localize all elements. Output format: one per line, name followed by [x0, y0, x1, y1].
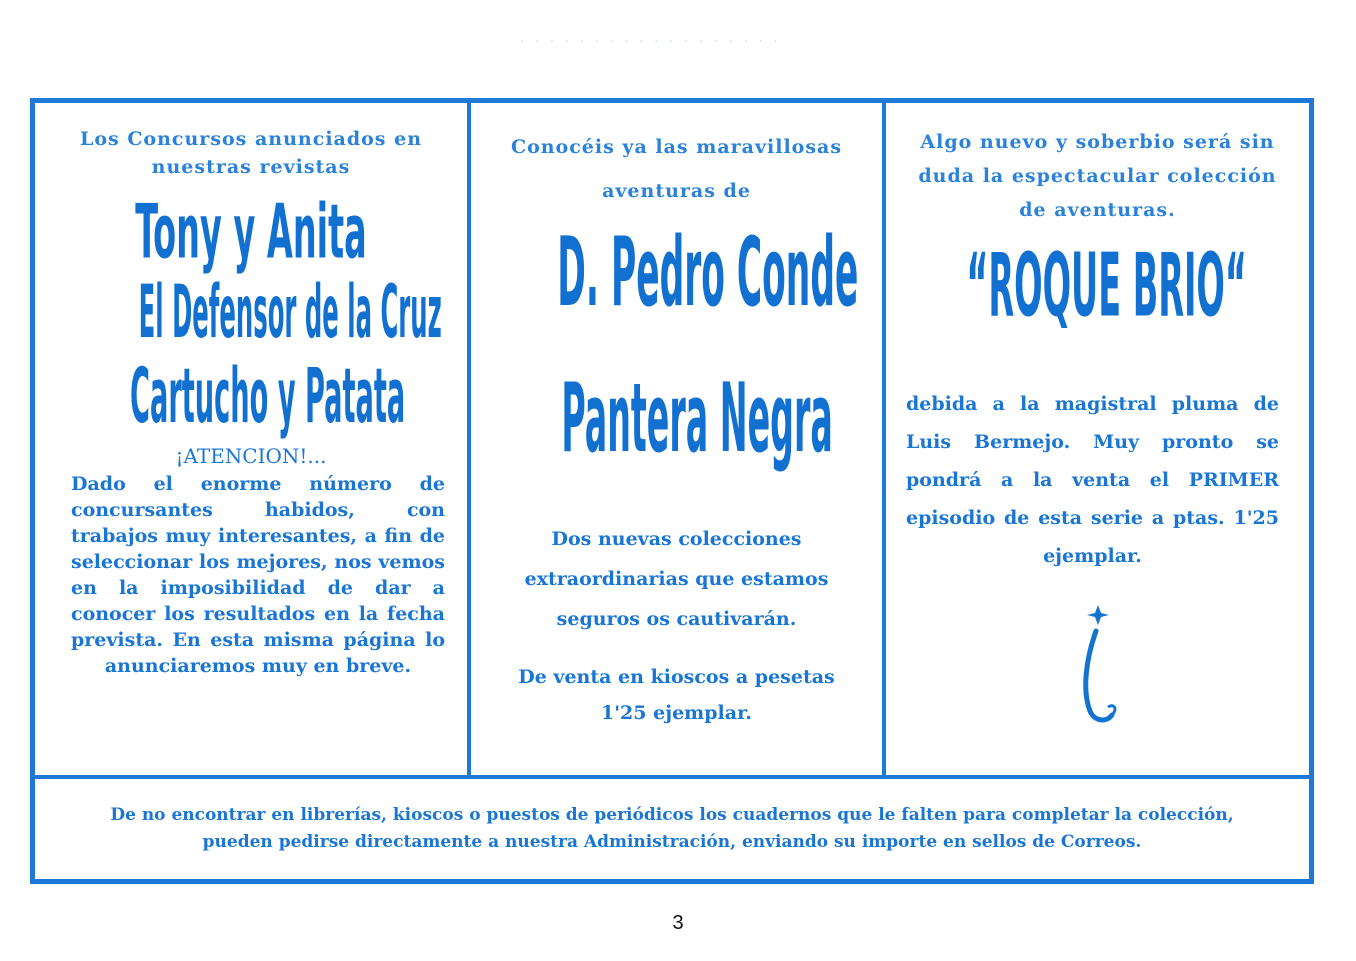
show-through-text: · · · · · · · · · · · · · · · · · · [520, 34, 781, 50]
title-pedro-conde: D. Pedro Conde [557, 216, 859, 328]
roque-intro: Algo nuevo y soberbio será sin duda la espectacular colección de aventuras. [918, 131, 1277, 221]
advertisement-frame [30, 98, 1314, 884]
title-cartucho-patata: Cartucho y Patata [130, 352, 406, 441]
contest-column [35, 103, 467, 775]
pedro-conde-column [467, 103, 882, 775]
ordering-notice: De no encontrar en librerías, kioscos o puestos de periódicos los cuadernos que le falten para completar la colección, pueden pedirse directamente a nuestra Administración, enviando su importe en sellos de Correos. [110, 805, 1234, 852]
page-number: 3 [672, 912, 684, 934]
title-defensor-cruz: El Defensor de la Cruz [138, 271, 442, 356]
contest-intro: Los Concursos anunciados en nuestras revistas [79, 128, 423, 178]
pedro-intro: Conocéis ya las maravillosas aventuras de [510, 136, 843, 202]
sale-price-text: De venta en kioscos a pesetas 1'25 ejemplar. [518, 666, 835, 724]
roque-brio-column [882, 103, 1309, 775]
title-pantera-negra: Pantera Negra [561, 362, 833, 474]
roque-description: debida a la magistral pluma de Luis Bermejo. Muy pronto se pondrá a la venta el PRIMER episodio de esta serie a ptas. 1'25 ejemplar. [906, 393, 1279, 567]
ornament-icon [886, 599, 1309, 729]
collections-text: Dos nuevas colecciones extraordinarias que estamos seguros os cautivarán. [524, 528, 829, 630]
title-roque-brio: “ROQUE BRIO“ [966, 235, 1247, 338]
attention-heading: ¡ATENCION!... [175, 444, 327, 468]
contest-notice: Dado el enorme número de concursantes habidos, con trabajos muy interesantes, a fin de seleccionar los mejores, nos vemos en la imposibilidad de dar a conocer los resultados en la fecha prevista. En esta misma página lo anunciaremos muy en breve. [71, 473, 445, 677]
title-tony-y-anita: Tony y Anita [135, 188, 367, 277]
